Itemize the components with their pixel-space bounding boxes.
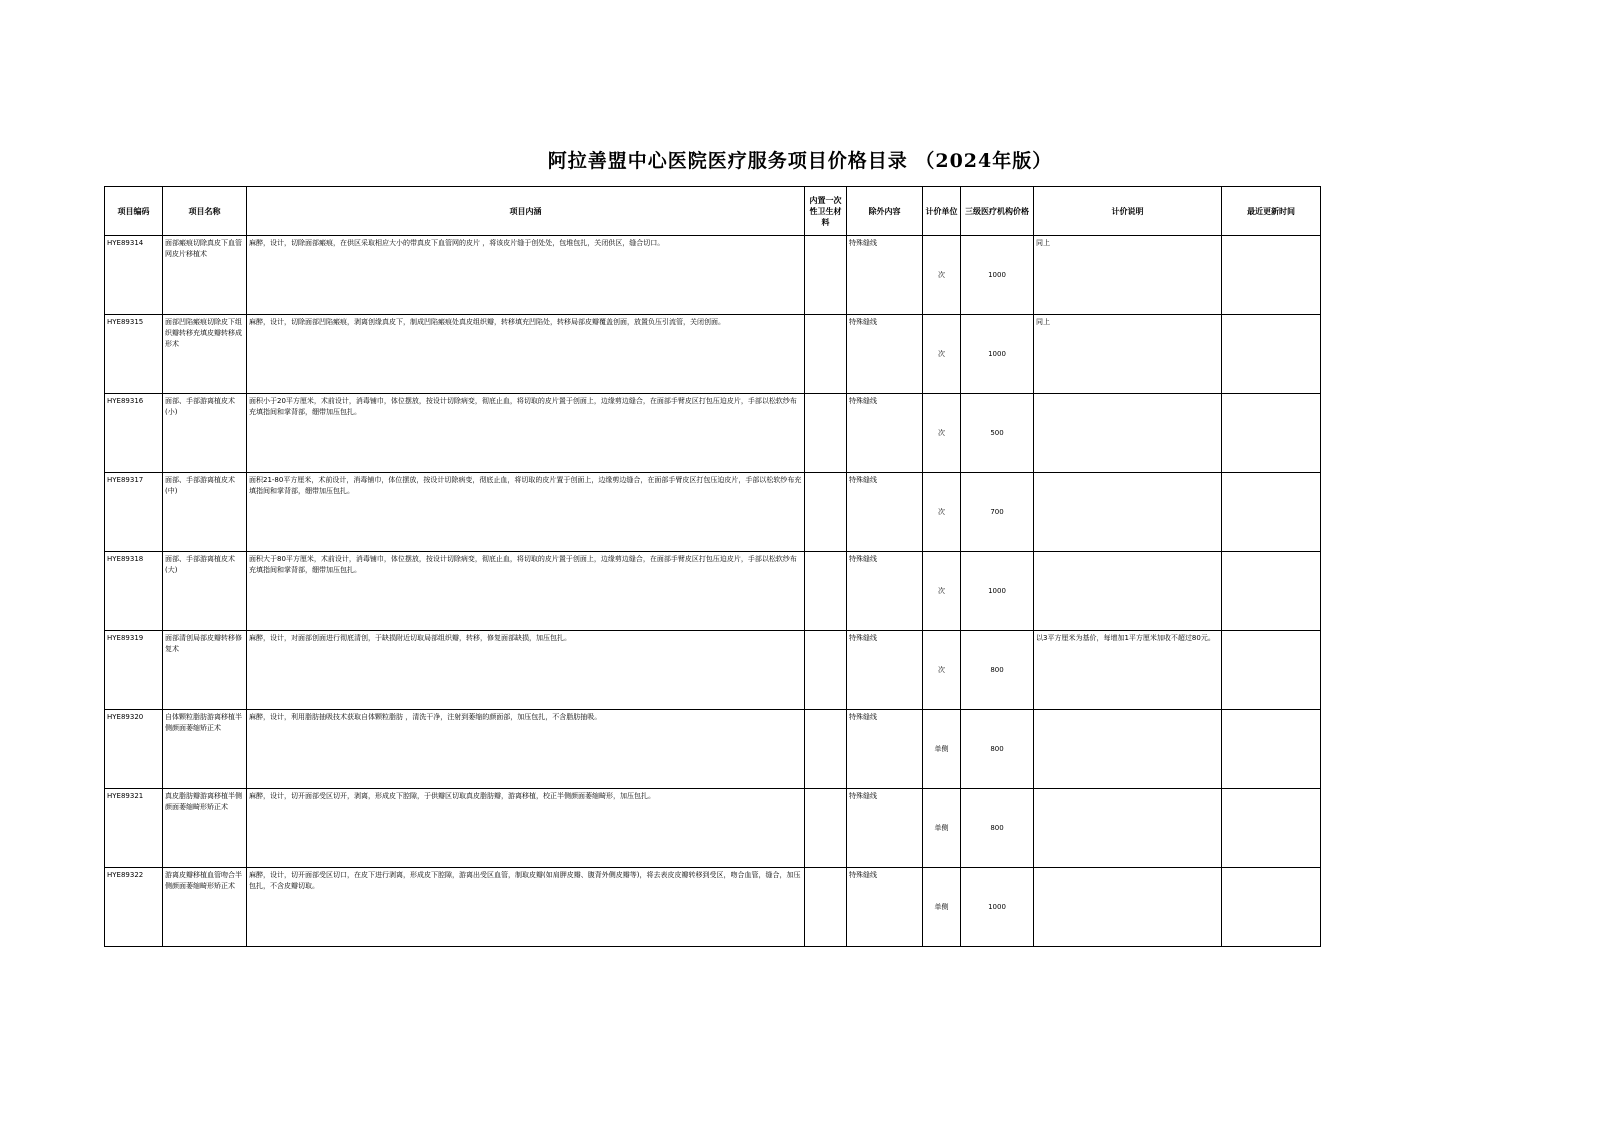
cell-content: 面积21-80平方厘米，术前设计，消毒铺巾，体位摆放，按设计切除病变，彻底止血，将切取的皮片置于创面上，边缘剪边缝合，在面部手臂皮区打包压迫皮片，手部以松软纱布充填指间和掌背部，绷带加压包扎。 bbox=[247, 473, 805, 552]
cell-name: 面部、手部游离植皮术(小) bbox=[163, 394, 247, 473]
header-excluded: 除外内容 bbox=[847, 187, 923, 236]
cell-excluded: 特殊缝线 bbox=[847, 236, 923, 315]
cell-note: 同上 bbox=[1034, 236, 1222, 315]
cell-code: HYE89318 bbox=[105, 552, 163, 631]
header-price: 三级医疗机构价格 bbox=[961, 187, 1034, 236]
cell-updated bbox=[1222, 394, 1321, 473]
table-row bbox=[105, 789, 1321, 868]
cell-note bbox=[1034, 473, 1222, 552]
cell-consumables bbox=[805, 315, 847, 394]
header-unit: 计价单位 bbox=[923, 187, 961, 236]
table-row bbox=[105, 473, 1321, 552]
cell-name: 面部、手部游离植皮术(大) bbox=[163, 552, 247, 631]
cell-updated bbox=[1222, 868, 1321, 947]
price-table bbox=[104, 186, 1321, 947]
table-row bbox=[105, 236, 1321, 315]
cell-content: 麻醉，设计，切开面部受区切开，剥离，形成皮下腔隙，于供瓣区切取真皮脂肪瓣，游离移植，校正半侧颜面萎缩畸形，加压包扎。 bbox=[247, 789, 805, 868]
cell-updated bbox=[1222, 552, 1321, 631]
cell-excluded: 特殊缝线 bbox=[847, 552, 923, 631]
cell-excluded: 特殊缝线 bbox=[847, 789, 923, 868]
cell-price: 800 bbox=[961, 631, 1034, 710]
cell-consumables bbox=[805, 789, 847, 868]
cell-consumables bbox=[805, 631, 847, 710]
cell-updated bbox=[1222, 631, 1321, 710]
cell-name: 真皮脂肪瓣游离移植半侧颜面萎缩畸形矫正术 bbox=[163, 789, 247, 868]
document-title: 阿拉善盟中心医院医疗服务项目价格目录 （2024年版） bbox=[547, 150, 1053, 172]
table-row bbox=[105, 552, 1321, 631]
cell-note bbox=[1034, 552, 1222, 631]
cell-content: 面积大于80平方厘米，术前设计，消毒铺巾，体位摆放，按设计切除病变，彻底止血，将切取的皮片置于创面上，边缘剪边缝合，在面部手臂皮区打包压迫皮片，手部以松软纱布充填指间和掌背部，绷带加压包扎。 bbox=[247, 552, 805, 631]
cell-updated bbox=[1222, 315, 1321, 394]
cell-unit: 次 bbox=[923, 631, 961, 710]
header-consumables: 内置一次性卫生材料 bbox=[805, 187, 847, 236]
cell-excluded: 特殊缝线 bbox=[847, 710, 923, 789]
cell-unit: 次 bbox=[923, 315, 961, 394]
cell-unit: 单侧 bbox=[923, 789, 961, 868]
cell-note bbox=[1034, 394, 1222, 473]
cell-note: 以3平方厘米为基价，每增加1平方厘米加收不超过80元。 bbox=[1034, 631, 1222, 710]
cell-code: HYE89314 bbox=[105, 236, 163, 315]
cell-updated bbox=[1222, 789, 1321, 868]
table-row bbox=[105, 710, 1321, 789]
cell-unit: 次 bbox=[923, 236, 961, 315]
table-row bbox=[105, 868, 1321, 947]
header-code: 项目编码 bbox=[105, 187, 163, 236]
cell-name: 自体颗粒脂肪游离移植半侧颜面萎缩矫正术 bbox=[163, 710, 247, 789]
cell-excluded: 特殊缝线 bbox=[847, 394, 923, 473]
cell-excluded: 特殊缝线 bbox=[847, 631, 923, 710]
cell-unit: 单侧 bbox=[923, 710, 961, 789]
cell-content: 麻醉，设计，利用脂肪抽吸技术获取自体颗粒脂肪 ，清洗干净，注射到萎缩的颜面部，加压包扎，不含脂肪抽吸。 bbox=[247, 710, 805, 789]
cell-code: HYE89316 bbox=[105, 394, 163, 473]
cell-excluded: 特殊缝线 bbox=[847, 868, 923, 947]
cell-consumables bbox=[805, 473, 847, 552]
header-updated: 最近更新时间 bbox=[1222, 187, 1321, 236]
cell-code: HYE89319 bbox=[105, 631, 163, 710]
cell-price: 1000 bbox=[961, 315, 1034, 394]
cell-unit: 单侧 bbox=[923, 868, 961, 947]
cell-price: 500 bbox=[961, 394, 1034, 473]
cell-name: 面部清创局部皮瓣转移修复术 bbox=[163, 631, 247, 710]
cell-price: 800 bbox=[961, 789, 1034, 868]
cell-content: 麻醉，设计，切除面部凹陷瘢痕，剥离创缘真皮下，制成凹陷瘢痕处真皮组织瓣，转移填充凹陷处，转移局部皮瓣覆盖创面，放置负压引流管，关闭创面。 bbox=[247, 315, 805, 394]
cell-consumables bbox=[805, 552, 847, 631]
cell-note: 同上 bbox=[1034, 315, 1222, 394]
cell-note bbox=[1034, 710, 1222, 789]
table-row bbox=[105, 631, 1321, 710]
cell-code: HYE89320 bbox=[105, 710, 163, 789]
cell-excluded: 特殊缝线 bbox=[847, 315, 923, 394]
cell-content: 麻醉，设计，切除面部瘢痕，在供区采取相应大小的带真皮下血管网的皮片 ，将该皮片缝于创处处，包堆包扎，关闭供区，缝合切口。 bbox=[247, 236, 805, 315]
cell-content: 面积小于20平方厘米，术前设计，消毒铺巾，体位摆放，按设计切除病变，彻底止血，将切取的皮片置于创面上，边缘剪边缝合，在面部手臂皮区打包压迫皮片，手部以松软纱布充填指间和掌背部，绷带加压包扎。 bbox=[247, 394, 805, 473]
cell-price: 1000 bbox=[961, 868, 1034, 947]
cell-price: 700 bbox=[961, 473, 1034, 552]
header-name: 项目名称 bbox=[163, 187, 247, 236]
cell-name: 面部凹陷瘢痕切除皮下组织瓣转移充填皮瓣转移成形术 bbox=[163, 315, 247, 394]
cell-name: 面部瘢痕切除真皮下血管网皮片移植术 bbox=[163, 236, 247, 315]
cell-price: 800 bbox=[961, 710, 1034, 789]
cell-updated bbox=[1222, 710, 1321, 789]
header-note: 计价说明 bbox=[1034, 187, 1222, 236]
cell-consumables bbox=[805, 236, 847, 315]
cell-code: HYE89321 bbox=[105, 789, 163, 868]
cell-consumables bbox=[805, 868, 847, 947]
table-row bbox=[105, 315, 1321, 394]
cell-unit: 次 bbox=[923, 473, 961, 552]
cell-price: 1000 bbox=[961, 552, 1034, 631]
cell-code: HYE89317 bbox=[105, 473, 163, 552]
cell-consumables bbox=[805, 394, 847, 473]
cell-unit: 次 bbox=[923, 394, 961, 473]
cell-excluded: 特殊缝线 bbox=[847, 473, 923, 552]
cell-unit: 次 bbox=[923, 552, 961, 631]
table-header-row bbox=[105, 187, 1321, 236]
cell-consumables bbox=[805, 710, 847, 789]
header-content: 项目内涵 bbox=[247, 187, 805, 236]
cell-name: 游离皮瓣移植血管吻合半侧颜面萎缩畸形矫正术 bbox=[163, 868, 247, 947]
cell-updated bbox=[1222, 473, 1321, 552]
cell-code: HYE89322 bbox=[105, 868, 163, 947]
cell-note bbox=[1034, 789, 1222, 868]
cell-price: 1000 bbox=[961, 236, 1034, 315]
cell-code: HYE89315 bbox=[105, 315, 163, 394]
cell-note bbox=[1034, 868, 1222, 947]
cell-content: 麻醉，设计，切开面部受区切口，在皮下进行剥离，形成皮下腔隙，游离出受区血管，制取皮瓣(如肩胛皮瓣、腹背外侧皮瓣等)，将去表皮皮瓣转移到受区，吻合血管，缝合，加压包扎，不含皮瓣切取。 bbox=[247, 868, 805, 947]
table-row bbox=[105, 394, 1321, 473]
cell-content: 麻醉，设计，对面部创面进行彻底清创，于缺损附近切取局部组织瓣，转移，修复面部缺损，加压包扎。 bbox=[247, 631, 805, 710]
cell-updated bbox=[1222, 236, 1321, 315]
cell-name: 面部、手部游离植皮术(中) bbox=[163, 473, 247, 552]
